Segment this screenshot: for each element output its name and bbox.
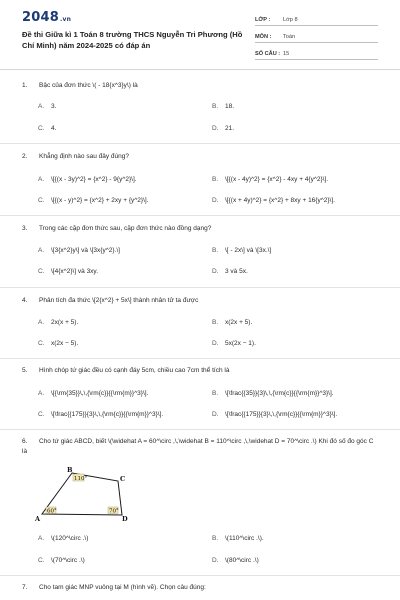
question-4-text (22, 297, 198, 304)
question-stem: Cho tam giác MNP vuông tại M (hình vẽ). Chọn câu đúng: (39, 584, 206, 591)
vertex-c-label: C (120, 475, 126, 483)
option-text: \(70^\circ .\) (51, 557, 85, 564)
angle-d-value: 70° (109, 508, 119, 515)
option-text: 3. (51, 103, 57, 110)
option-text: \[{(x - 4y)^2} = {x^2} - 4xy + 4{y^2}\]. (225, 176, 329, 183)
q5-option-d[interactable] (212, 411, 337, 418)
option-letter: D. (212, 268, 219, 275)
q1-option-c[interactable] (38, 125, 56, 132)
vertex-d-label: D (122, 515, 128, 523)
question-stem: Cho tứ giác ABCD, biết \(\widehat A = 60^\circ ,\,\widehat B = 110^\circ ,\,\widehat D = 70^\circ .\) Khi đó số đo góc C là (22, 438, 374, 455)
option-letter: A. (38, 247, 45, 254)
vertex-b-label: B (67, 466, 73, 474)
q3-option-c[interactable] (38, 268, 98, 275)
option-text: \[4{x^2}\] và 3xy. (51, 268, 99, 275)
q4-option-d[interactable] (212, 340, 256, 347)
option-text: \[{\rm{35}}\,\,{\rm{c}}{{\rm{m}}^3}\]. (51, 390, 149, 397)
option-text: \[\frac{{35}}{3}\,\,{\rm{c}}{{\rm{m}}^3}\]. (225, 390, 334, 397)
q4-option-c[interactable] (38, 340, 78, 347)
q4-option-b[interactable] (212, 319, 252, 326)
option-letter: B. (212, 176, 219, 183)
option-text: \[3{x^2}y\] và \[3x{y^2}.\] (51, 247, 120, 254)
option-text: \(80^\circ .\) (225, 557, 259, 564)
logo-suffix: .vn (59, 16, 72, 23)
question-stem: Hình chóp tứ giác đều có cạnh đáy 5cm, chiều cao 7cm thể tích là (39, 367, 230, 374)
question-divider (0, 215, 400, 216)
option-letter: C. (38, 268, 45, 275)
question-divider (0, 143, 400, 144)
q6-option-d[interactable] (212, 557, 259, 564)
meta-key: LỚP : (255, 17, 271, 23)
q6-option-a[interactable] (38, 535, 88, 542)
option-letter: C. (38, 197, 45, 204)
question-stem: Khẳng định nào sau đây đúng? (39, 153, 129, 160)
q4-option-a[interactable] (38, 319, 78, 326)
q1-option-a[interactable] (38, 103, 56, 110)
option-letter: C. (38, 340, 45, 347)
option-letter: B. (212, 103, 219, 110)
question-stem: Bậc của đơn thức \( - 18{x^3}y\) là (39, 82, 138, 89)
meta-row-class (255, 12, 378, 26)
option-text: \[\frac{{175}}{3}\,\,{\rm{c}}{{\rm{m}}^3}\]. (225, 411, 338, 418)
q2-option-a[interactable] (38, 176, 137, 183)
question-number: 3. (22, 225, 28, 232)
question-6-text (22, 437, 374, 457)
q2-option-c[interactable] (38, 197, 149, 204)
meta-key: SỐ CÂU : (255, 51, 281, 57)
option-letter: A. (38, 319, 45, 326)
question-number: 1. (22, 82, 28, 89)
question-number: 4. (22, 297, 28, 304)
question-stem: Trong các cặp đơn thức sau, cặp đơn thức nào đồng dạng? (39, 225, 212, 232)
q3-option-a[interactable] (38, 247, 120, 254)
q5-option-c[interactable] (38, 411, 163, 418)
option-text: \[ - 2x\] và \[3x.\] (225, 247, 272, 254)
angle-b-value: 110° (74, 476, 88, 482)
site-logo[interactable] (22, 10, 71, 25)
option-letter: C. (38, 411, 45, 418)
q3-option-b[interactable] (212, 247, 271, 254)
question-5-text (22, 367, 229, 374)
option-letter: B. (212, 319, 219, 326)
option-letter: C. (38, 125, 45, 132)
question-number: 7. (22, 584, 28, 591)
option-letter: C. (38, 557, 45, 564)
option-letter: D. (212, 411, 219, 418)
option-letter: D. (212, 197, 219, 204)
option-text: x(2x + 5). (225, 319, 253, 326)
meta-value: Lớp 8 (283, 17, 298, 23)
option-text: x(2x − 5). (51, 340, 79, 347)
question-1-text (22, 82, 138, 89)
option-text: 5x(2x − 1). (225, 340, 256, 347)
option-text: 21. (225, 125, 235, 132)
option-letter: A. (38, 103, 45, 110)
option-letter: A. (38, 176, 45, 183)
option-text: \[\frac{{175}}{3}\,\,{\rm{c}}{{\rm{m}}^3}\]. (51, 411, 164, 418)
q5-option-b[interactable] (212, 390, 334, 397)
option-letter: D. (212, 340, 219, 347)
q6-option-b[interactable] (212, 535, 264, 542)
logo-main: 2048 (22, 10, 59, 25)
q1-option-d[interactable] (212, 125, 234, 132)
option-letter: B. (212, 535, 219, 542)
quadrilateral-abcd-figure (34, 466, 134, 524)
meta-key: MÔN : (255, 34, 272, 40)
question-divider (0, 429, 400, 430)
vertex-a-label: A (35, 515, 41, 523)
q2-option-d[interactable] (212, 197, 335, 204)
option-letter: B. (212, 390, 219, 397)
question-3-text (22, 225, 211, 232)
option-text: \[{(x - y)^2} = {x^2} + 2xy + {y^2}\]. (51, 197, 149, 204)
option-text: 18. (225, 103, 235, 110)
option-text: \(120^\circ .\) (51, 535, 89, 542)
page-header (0, 0, 400, 66)
angle-a-value: 60° (47, 508, 57, 515)
q3-option-d[interactable] (212, 268, 248, 275)
q2-option-b[interactable] (212, 176, 328, 183)
option-letter: B. (212, 247, 219, 254)
question-2-text (22, 153, 129, 160)
option-text: 2x(x + 5). (51, 319, 79, 326)
option-letter: D. (212, 557, 219, 564)
option-text: \(110^\circ .\). (225, 535, 264, 542)
option-text: \[{(x + 4y)^2} = {x^2} + 8xy + 16{y^2}\]. (225, 197, 335, 204)
option-text: \[{(x - 3y)^2} = {x^2} - 9{y^2}\]. (51, 176, 137, 183)
q6-option-c[interactable] (38, 557, 85, 564)
q1-option-b[interactable] (212, 103, 234, 110)
exam-meta (255, 12, 378, 63)
header-divider (0, 69, 400, 70)
page-title: Đề thi Giữa kì 1 Toán 8 trường THCS Nguyễn Tri Phương (Hồ Chí Minh) năm 2024-2025 có đáp án (22, 30, 243, 50)
question-number: 5. (22, 367, 28, 374)
meta-value: Toán (283, 34, 296, 40)
question-number: 2. (22, 153, 28, 160)
option-text: 3 và 5x. (225, 268, 248, 275)
question-divider (0, 358, 400, 359)
meta-value: 15 (283, 51, 290, 57)
question-stem: Phân tích đa thức \[2{x^2} + 5x\] thành nhân tử ta được (39, 297, 199, 304)
option-letter: A. (38, 535, 45, 542)
meta-row-count (255, 46, 378, 60)
question-divider (0, 575, 400, 576)
question-number: 6. (22, 438, 28, 445)
option-text: 4. (51, 125, 57, 132)
option-letter: D. (212, 125, 219, 132)
q5-option-a[interactable] (38, 390, 148, 397)
option-letter: A. (38, 390, 45, 397)
question-divider (0, 287, 400, 288)
question-7-text (22, 584, 206, 591)
meta-row-subject (255, 29, 378, 43)
